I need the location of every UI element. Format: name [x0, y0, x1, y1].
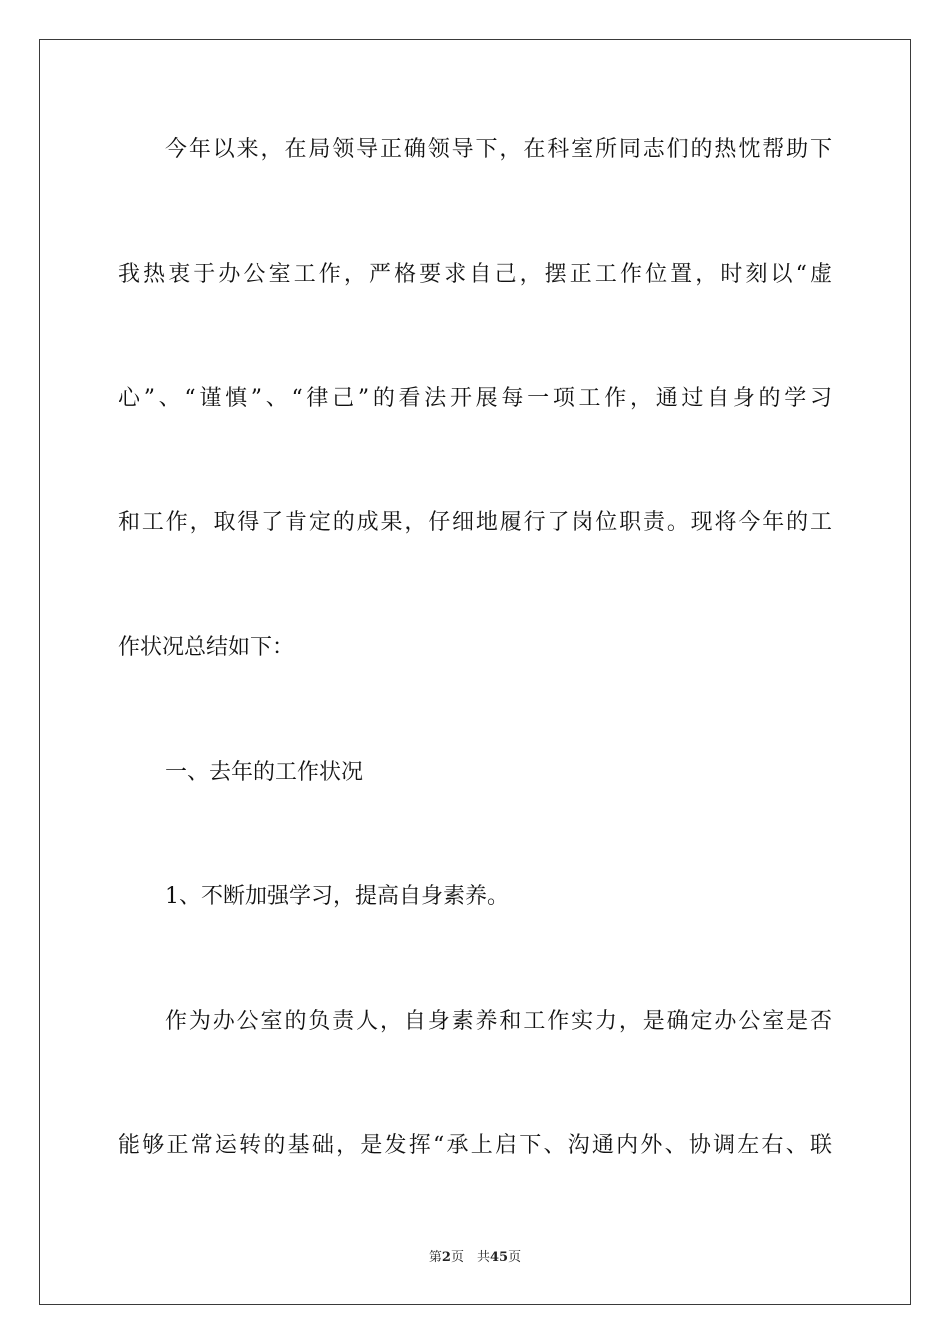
paragraph-line: 今年以来，在局领导正确领导下，在科室所同志们的热忱帮助下 [165, 137, 832, 162]
paragraph-line: 作为办公室的负责人，自身素养和工作实力，是确定办公室是否 [165, 1009, 832, 1034]
footer-prefix: 第 [428, 1250, 442, 1265]
footer-suffix: 页 [508, 1250, 522, 1265]
footer-mid: 页 共 [450, 1250, 490, 1265]
total-page-count: 45 [489, 1250, 509, 1265]
paragraph-line: 和工作，取得了肯定的成果，仔细地履行了岗位职责。现将今年的工 [118, 510, 832, 535]
subsection-heading: 1、不断加强学习，提高自身素养。 [165, 884, 509, 909]
current-page-number: 2 [441, 1250, 451, 1265]
paragraph-line: 作状况总结如下： [118, 635, 295, 660]
page-footer [0, 1246, 950, 1265]
section-heading: 一、去年的工作状况 [165, 760, 364, 785]
paragraph-line: 能够正常运转的基础，是发挥“承上启下、沟通内外、协调左右、联 [118, 1133, 832, 1158]
page-border [39, 39, 911, 1305]
paragraph-line: 我热衷于办公室工作，严格要求自己，摆正工作位置，时刻以“虚 [118, 262, 832, 287]
paragraph-line: 心”、“谨慎”、“律己”的看法开展每一项工作，通过自身的学习 [118, 386, 832, 411]
